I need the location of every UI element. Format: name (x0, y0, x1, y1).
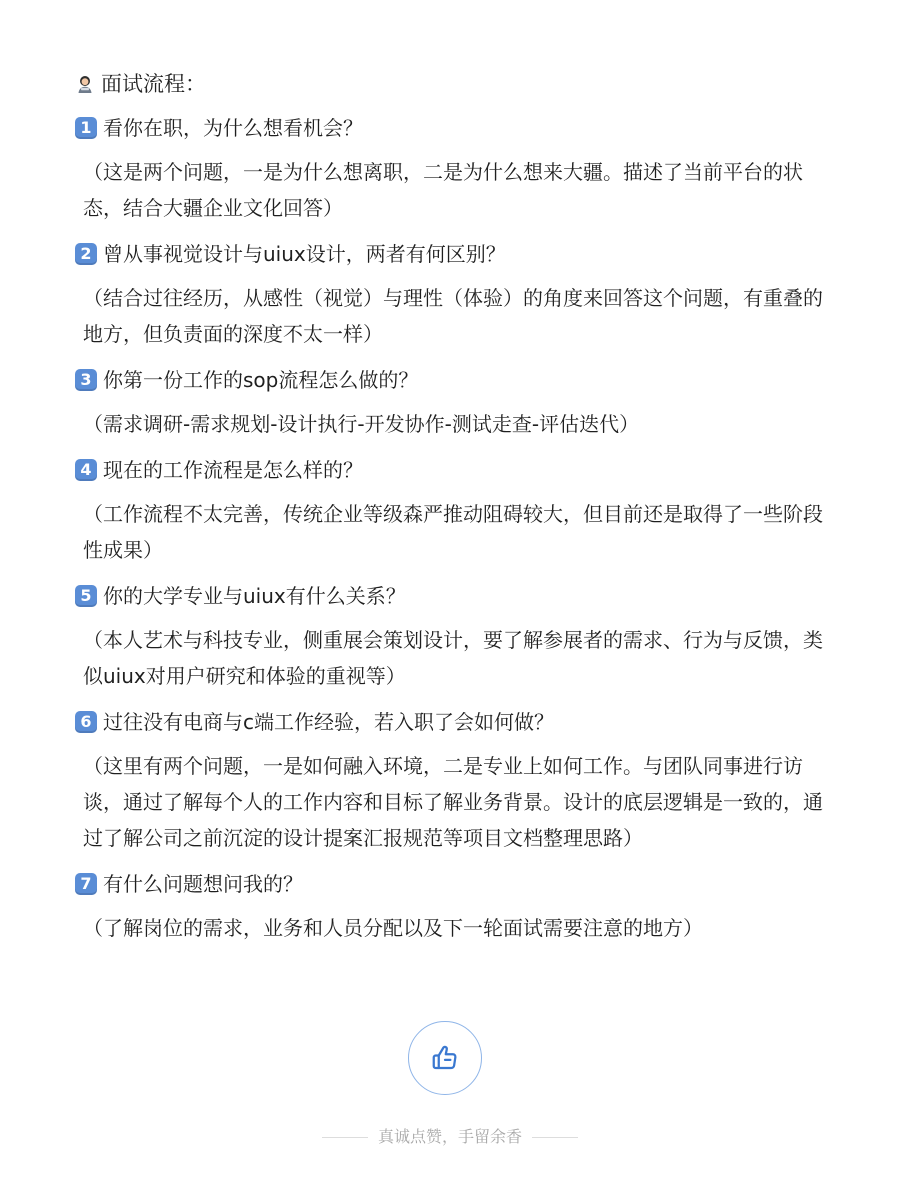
footer-text: 真诚点赞，手留余香 (377, 1127, 522, 1146)
page-title-text: 面试流程： (101, 72, 206, 96)
qa-item-3 (75, 358, 835, 448)
qa-item-4 (75, 448, 835, 574)
answer-text: （需求调研-需求规划-设计执行-开发协作-测试走查-评估迭代） (83, 412, 640, 436)
post-content (75, 62, 835, 952)
question-row (75, 574, 835, 618)
number-badge: 1 (75, 117, 97, 139)
qa-item-6 (75, 700, 835, 862)
question-text: 你第一份工作的sop流程怎么做的？ (103, 368, 419, 392)
answer-text: （这是两个问题，一是为什么想离职，二是为什么想来大疆。描述了当前平台的状态，结合大疆企业文化回答） (83, 160, 803, 220)
number-badge: 5 (75, 585, 97, 607)
question-row (75, 700, 835, 744)
like-button[interactable] (408, 1021, 482, 1095)
page-title (75, 62, 835, 106)
question-text: 有什么问题想问我的？ (103, 872, 303, 896)
question-row (75, 862, 835, 906)
footer-note (0, 1122, 900, 1152)
question-row (75, 106, 835, 150)
question-text: 过往没有电商与c端工作经验，若入职了会如何做？ (103, 710, 554, 734)
qa-item-7 (75, 862, 835, 952)
question-text: 你的大学专业与uiux有什么关系？ (103, 584, 406, 608)
answer-text: （这里有两个问题，一是如何融入环境，二是专业上如何工作。与团队同事进行访谈，通过了解每个人的工作内容和目标了解业务背景。设计的底层逻辑是一致的，通过了解公司之前沉淀的设计提案汇报规范等项目文档整理思路） (83, 754, 823, 850)
footer-divider-left (322, 1137, 368, 1138)
question-row (75, 358, 835, 402)
number-badge: 6 (75, 711, 97, 733)
answer-text: （本人艺术与科技专业，侧重展会策划设计，要了解参展者的需求、行为与反馈，类似uiux对用户研究和体验的重视等） (83, 628, 823, 688)
footer-divider-right (532, 1137, 578, 1138)
qa-item-1 (75, 106, 835, 232)
question-text: 曾从事视觉设计与uiux设计，两者有何区别？ (103, 242, 506, 266)
answer-text: （工作流程不太完善，传统企业等级森严推动阻碍较大，但目前还是取得了一些阶段性成果） (83, 502, 823, 562)
number-badge: 2 (75, 243, 97, 265)
answer-text: （了解岗位的需求，业务和人员分配以及下一轮面试需要注意的地方） (83, 916, 703, 940)
qa-item-5 (75, 574, 835, 700)
question-text: 现在的工作流程是怎么样的？ (103, 458, 363, 482)
woman-office-worker-icon (75, 74, 95, 94)
number-badge: 3 (75, 369, 97, 391)
question-text: 看你在职，为什么想看机会？ (103, 116, 363, 140)
answer-text: （结合过往经历，从感性（视觉）与理性（体验）的角度来回答这个问题，有重叠的地方，但负责面的深度不太一样） (83, 286, 823, 346)
question-row (75, 448, 835, 492)
thumbs-up-icon (430, 1043, 460, 1073)
question-row (75, 232, 835, 276)
number-badge: 4 (75, 459, 97, 481)
qa-item-2 (75, 232, 835, 358)
number-badge: 7 (75, 873, 97, 895)
